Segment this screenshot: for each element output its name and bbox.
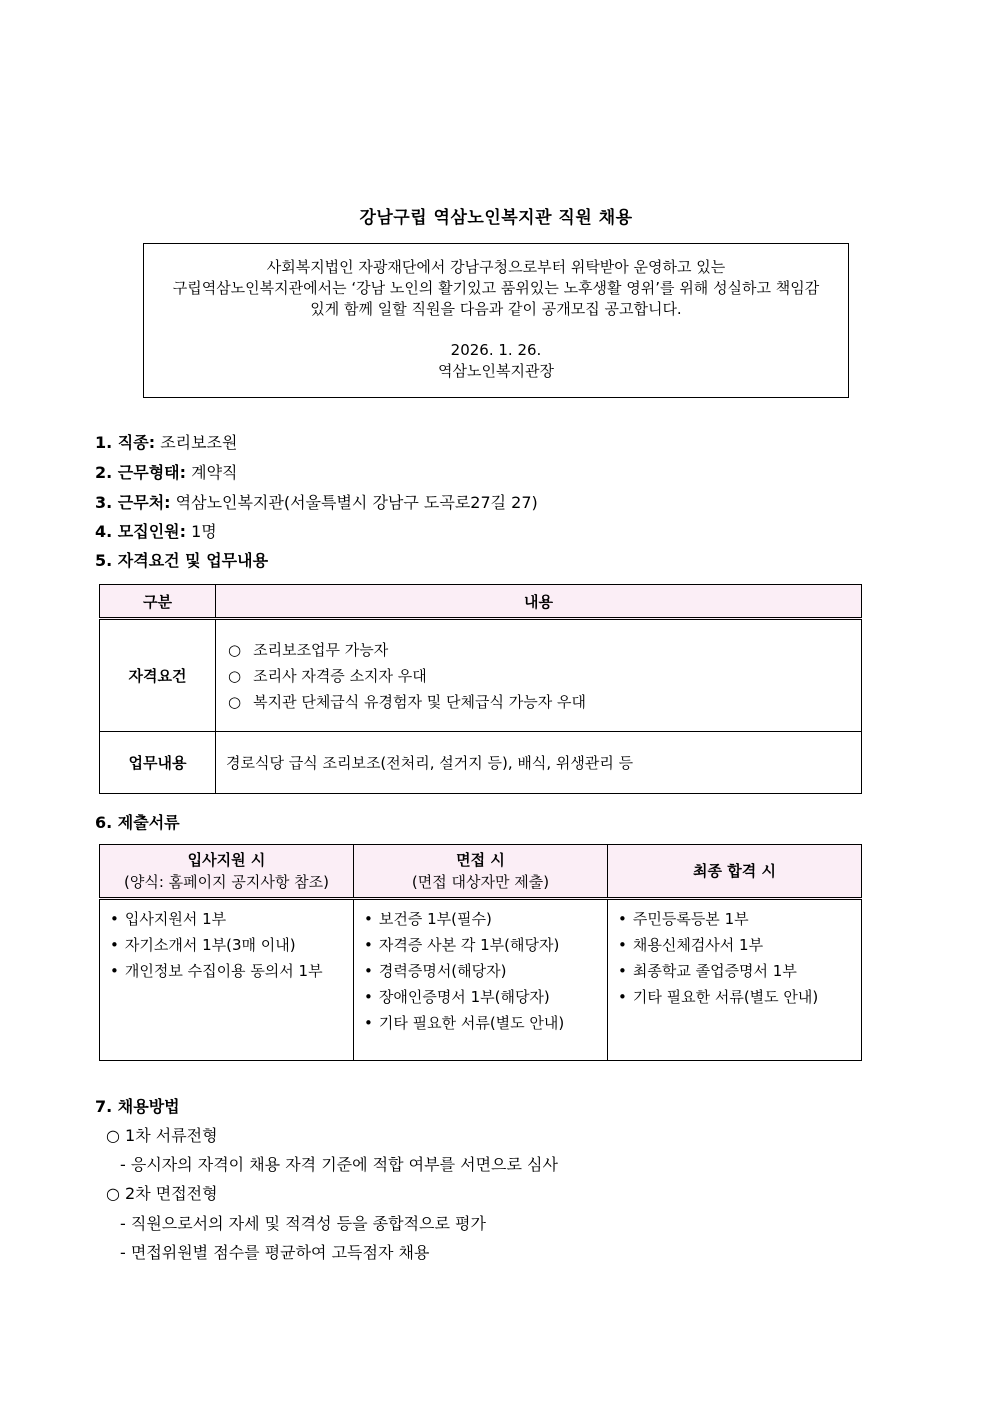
header-title: 입사지원 시 <box>187 851 266 869</box>
list-item: • 기타 필요한 서류(별도 안내) <box>618 984 861 1010</box>
list-item: • 자격증 사본 각 1부(해당자) <box>364 932 607 958</box>
list-item: • 장애인증명서 1부(해당자) <box>364 984 607 1010</box>
header-content: 내용 <box>216 585 862 619</box>
item-value: 역삼노인복지관(서울특별시 강남구 도곡로27길 27) <box>175 493 538 512</box>
header-final <box>608 845 862 899</box>
item-workplace <box>95 490 538 513</box>
item-qualification-heading <box>95 548 268 571</box>
item-label: 1. 직종: <box>95 433 156 452</box>
list-item: • 채용신체검사서 1부 <box>618 932 861 958</box>
row-key-duties: 업무내용 <box>100 732 216 794</box>
page-title: 강남구립 역삼노인복지관 직원 채용 <box>359 208 633 228</box>
header-application <box>100 845 354 899</box>
method-step-2-desc-2: - 면접위원별 점수를 평균하여 고득점자 채용 <box>120 1243 430 1262</box>
item-value: 조리보조원 <box>160 433 238 452</box>
docs-final-cell <box>608 899 862 1061</box>
qualification-table <box>99 584 862 794</box>
docs-heading <box>95 810 180 833</box>
list-item: • 경력증명서(해당자) <box>364 958 607 984</box>
item-job-type <box>95 430 237 453</box>
header-subtitle: (양식: 홈페이지 공지사항 참조) <box>124 873 329 891</box>
notice-line-1: 사회복지법인 자광재단에서 강남구청으로부터 위탁받아 운영하고 있는 <box>266 258 726 276</box>
list-item: • 주민등록등본 1부 <box>618 906 861 932</box>
header-category: 구분 <box>100 585 216 619</box>
list-item: • 최종학교 졸업증명서 1부 <box>618 958 861 984</box>
method-step-2: ○ 2차 면접전형 <box>106 1184 218 1203</box>
list-item: • 개인정보 수집이용 동의서 1부 <box>110 958 353 984</box>
header-subtitle: (면접 대상자만 제출) <box>411 873 550 891</box>
header-title: 최종 합격 시 <box>693 862 776 880</box>
documents-table <box>99 844 862 1061</box>
list-item: • 기타 필요한 서류(별도 안내) <box>364 1010 607 1036</box>
list-item: ○ 조리사 자격증 소지자 우대 <box>228 663 861 689</box>
method-step-2-desc-1: - 직원으로서의 자세 및 적격성 등을 종합적으로 평가 <box>120 1214 486 1233</box>
header-title: 면접 시 <box>456 851 505 869</box>
header-interview <box>354 845 608 899</box>
list-item: • 보건증 1부(필수) <box>364 906 607 932</box>
list-item: ○ 복지관 단체급식 유경험자 및 단체급식 가능자 우대 <box>228 689 861 715</box>
row-value-qualification <box>216 619 862 732</box>
item-value: 1명 <box>191 522 217 541</box>
notice-box <box>143 243 849 398</box>
docs-application-cell <box>100 899 354 1061</box>
method-heading <box>95 1094 180 1117</box>
notice-line-3: 있게 함께 일할 직원을 다음과 같이 공개모집 공고합니다. <box>310 300 682 318</box>
row-value-duties: 경로식당 급식 조리보조(전처리, 설거지 등), 배식, 위생관리 등 <box>216 732 862 794</box>
list-item: • 자기소개서 1부(3매 이내) <box>110 932 353 958</box>
item-employment-type <box>95 460 237 483</box>
item-value: 계약직 <box>191 463 238 482</box>
notice-line-2: 구립역삼노인복지관에서는 ‘강남 노인의 활기있고 품위있는 노후생활 영위’를 위해 성실하고 책임감 <box>172 279 820 297</box>
notice-date: 2026. 1. 26. <box>450 341 542 359</box>
item-label: 2. 근무형태: <box>95 463 187 482</box>
item-headcount <box>95 519 217 542</box>
item-label: 5. 자격요건 및 업무내용 <box>95 551 269 570</box>
docs-heading-text: 6. 제출서류 <box>95 813 180 832</box>
list-item: • 입사지원서 1부 <box>110 906 353 932</box>
list-item: ○ 조리보조업무 가능자 <box>228 637 861 663</box>
item-label: 4. 모집인원: <box>95 522 187 541</box>
row-key-qualification: 자격요건 <box>100 619 216 732</box>
notice-signer: 역삼노인복지관장 <box>438 362 554 380</box>
method-step-1: ○ 1차 서류전형 <box>106 1126 218 1145</box>
item-label: 3. 근무처: <box>95 493 171 512</box>
method-step-1-desc: - 응시자의 자격이 채용 자격 기준에 적합 여부를 서면으로 심사 <box>120 1155 558 1174</box>
docs-interview-cell <box>354 899 608 1061</box>
method-heading-text: 7. 채용방법 <box>95 1097 180 1116</box>
